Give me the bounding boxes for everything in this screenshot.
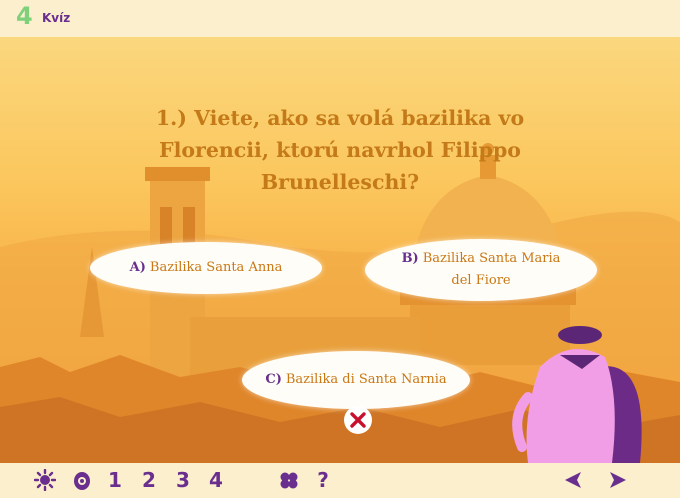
top-bar <box>0 0 680 37</box>
answer-option-c[interactable] <box>242 351 470 409</box>
chapter-1-link[interactable]: 1 <box>108 468 122 492</box>
answer-text: Bazilika Santa Anna <box>149 260 283 275</box>
chapter-number: 4 <box>16 2 33 30</box>
answer-text: Bazilika Santa Maria del Fiore <box>422 251 561 288</box>
answer-letter: A) <box>129 260 146 275</box>
help-button[interactable]: ? <box>317 468 329 492</box>
chapter-2-link[interactable]: 2 <box>142 468 156 492</box>
page-title: Kvíz <box>42 11 71 25</box>
arrow-left-icon[interactable] <box>560 467 586 493</box>
answer-option-b[interactable] <box>365 239 597 301</box>
close-icon <box>349 411 367 429</box>
answer-letter: B) <box>401 251 419 266</box>
wrong-answer-close-button[interactable] <box>344 406 372 434</box>
bottom-navigation-bar <box>0 463 680 498</box>
answer-option-a[interactable] <box>90 242 322 294</box>
chapter-3-link[interactable]: 3 <box>176 468 190 492</box>
lion-icon[interactable] <box>70 467 94 493</box>
answer-letter: C) <box>265 372 282 387</box>
clover-icon[interactable] <box>277 467 301 493</box>
moon-icon[interactable] <box>240 467 264 493</box>
arrow-right-icon[interactable] <box>605 467 631 493</box>
answer-text: Bazilika di Santa Narnia <box>285 372 447 387</box>
chapter-4-link[interactable]: 4 <box>209 468 223 492</box>
sun-icon[interactable] <box>32 467 58 493</box>
quiz-question: 1.) Viete, ako sa volá bazilika vo Florencii, ktorú navrhol Filippo Brunelleschi? <box>155 106 525 194</box>
